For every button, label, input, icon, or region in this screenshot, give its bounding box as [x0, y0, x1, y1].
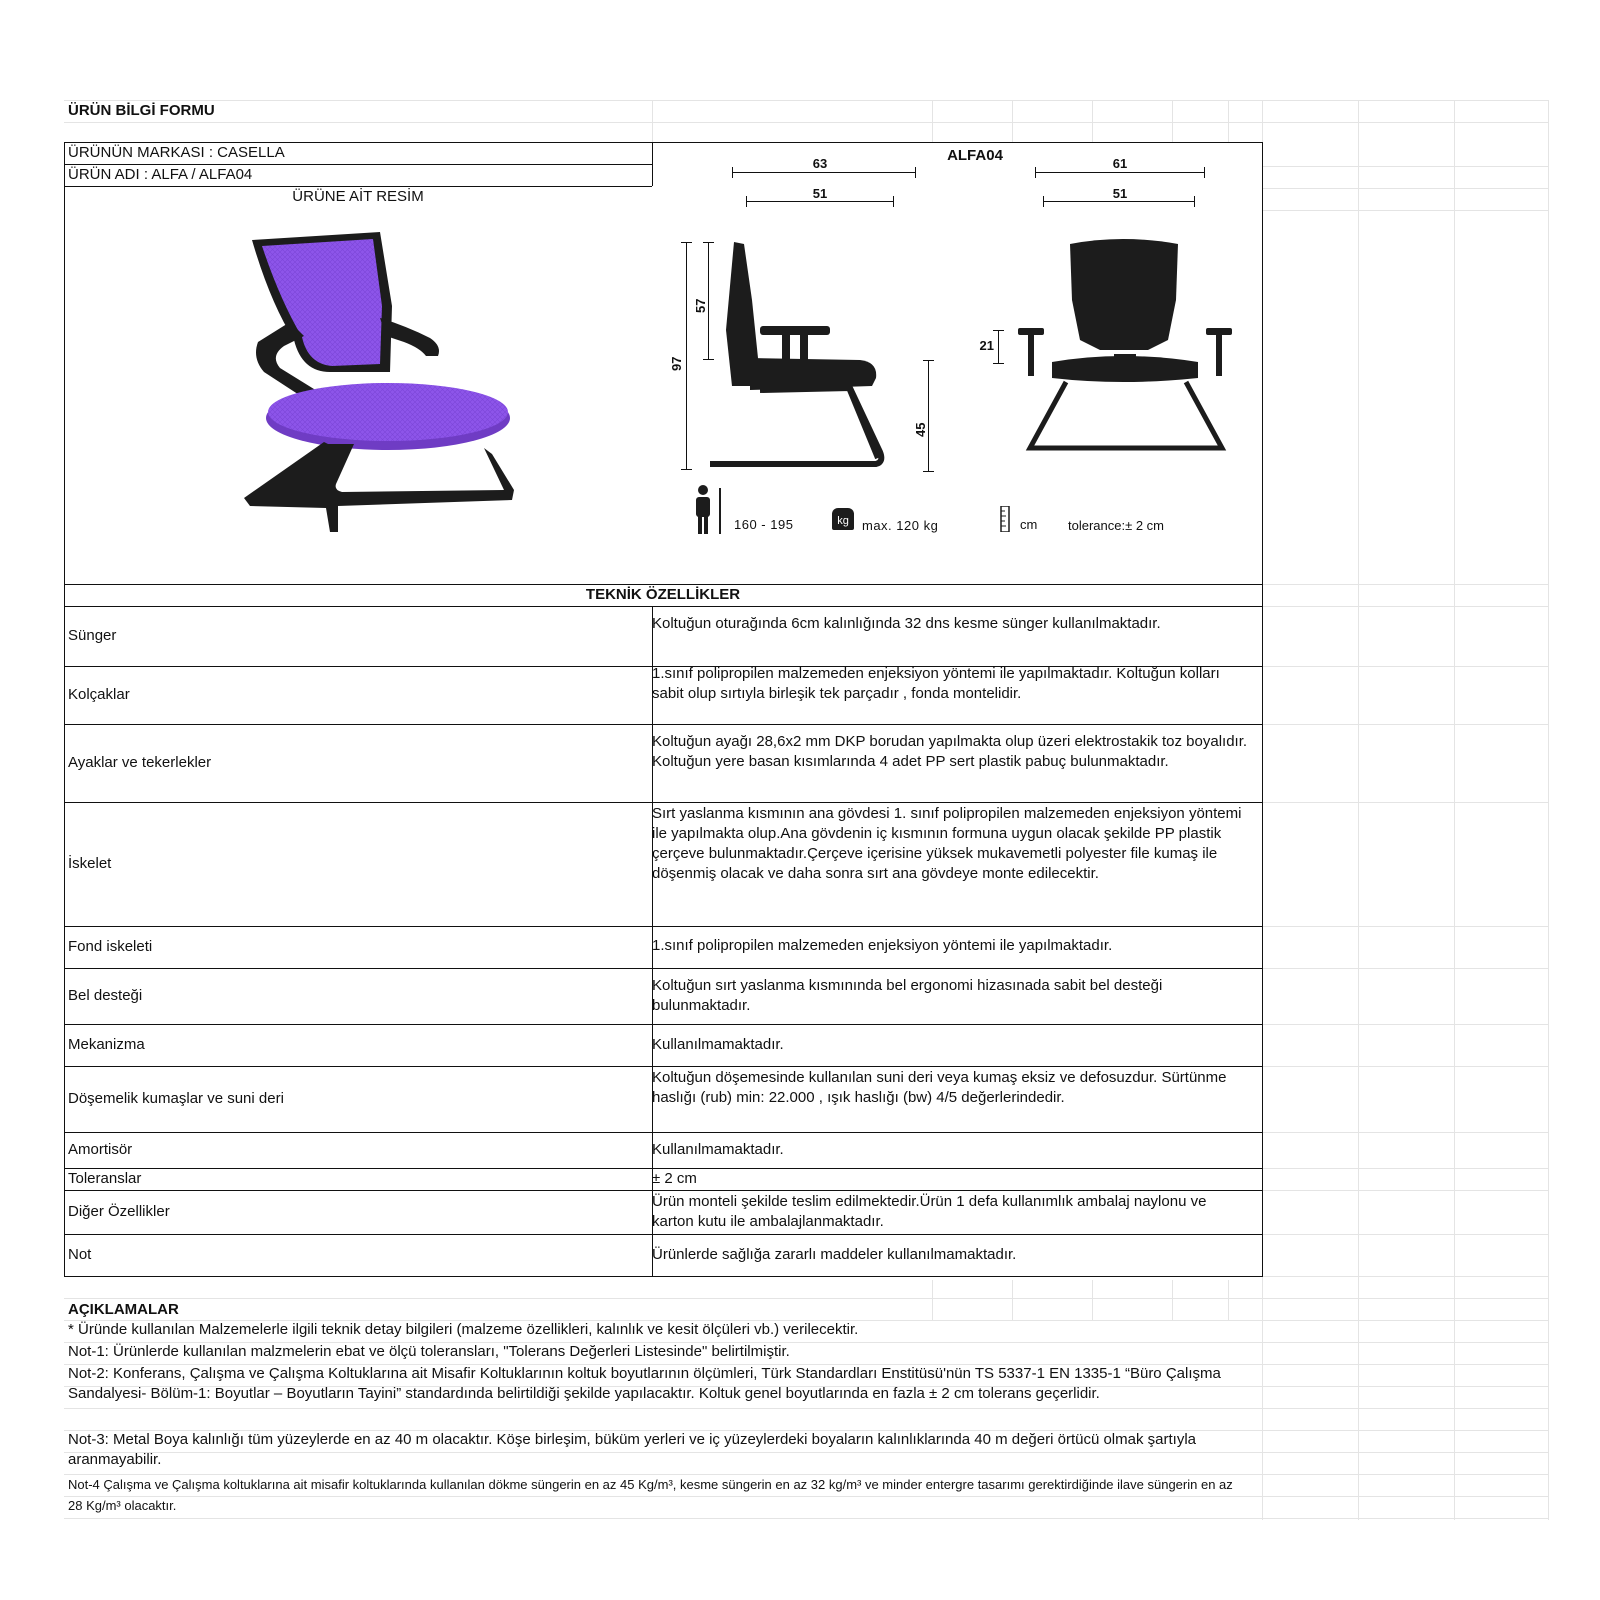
spec-value: 1.sınıf polipropilen malzemeden enjeksiyon yöntemi ile yapılmaktadır. Koltuğun kolları sabit olup sırtıyla birleşik tek parçadır , fonda montelidir. [652, 665, 1220, 702]
spec-label: Fond iskeleti [68, 938, 153, 955]
note-item: Not-3: Metal Boya kalınlığı tüm yüzeylerde en az 40 m olacaktır. Köşe birleşim, büküm yerleri ve iç yüzeylerdeki boyaların kalınlıklarında 40 m değeri örtücü olmak şartıyla aranmayabilir. [68, 1431, 1196, 1468]
side-view-drawing [700, 230, 930, 480]
spec-value: ± 2 cm [652, 1170, 697, 1187]
product-name-line: ÜRÜN ADI : ALFA / ALFA04 [68, 166, 253, 183]
spec-label: Bel desteği [68, 987, 143, 1004]
spec-value: Koltuğun oturağında 6cm kalınlığında 32 dns kesme sünger kullanılmaktadır. [652, 615, 1161, 632]
person-height-icon [693, 484, 739, 536]
dim-back-height: 57 [693, 298, 708, 313]
dim-front-inner-width: 51 [1112, 186, 1128, 201]
dim-side-outer-width: 63 [812, 156, 828, 171]
spec-label: Ayaklar ve tekerlekler [68, 754, 212, 771]
image-caption: ÜRÜNE AİT RESİM [292, 188, 424, 205]
weight-icon: kg [832, 508, 854, 530]
spec-label: Sünger [68, 627, 117, 644]
spec-value: Kullanılmamaktadır. [652, 1036, 784, 1053]
dim-total-height: 97 [669, 356, 684, 371]
spec-value: Sırt yaslanma kısmının ana gövdesi 1. sınıf polipropilen malzemeden enjeksiyon yöntemi ile yapılmakta olup.Ana gövdenin iç kısmının formuna uygun olacak şekilde PP plastik çerçeve bulunmaktadır.Çerçeve içerisine yüksek mukavemetli polyester file kumaş ile döşenmiş olacak ve daha sonra sırt ana gövdeye monte edilecektir. [652, 805, 1242, 882]
dim-front-outer-width: 61 [1112, 156, 1128, 171]
brand-line: ÜRÜNÜN MARKASI : CASELLA [68, 144, 285, 161]
unit-label: cm [1020, 517, 1038, 532]
ruler-icon [1000, 506, 1010, 532]
spec-value: Koltuğun ayağı 28,6x2 mm DKP borudan yapılmakta olup üzeri elektrostakik toz boyalıdır. Koltuğun yere basan kısımlarında 4 adet PP sert plastik pabuç bulunmaktadır. [652, 733, 1248, 770]
spec-value: Kullanılmamaktadır. [652, 1141, 784, 1158]
spec-label: Not [68, 1246, 92, 1263]
spec-label: İskelet [68, 855, 112, 872]
spec-value: Koltuğun döşemesinde kullanılan suni deri veya kumaş eksiz ve defosuzdur. Sürtünme haslığı (rub) min: 22.000 , ışık haslığı (bw) 4/5 değerlerindedir. [652, 1069, 1227, 1106]
spec-label: Diğer Özellikler [68, 1203, 170, 1220]
specs-heading: TEKNİK ÖZELLİKLER [585, 586, 741, 603]
spec-label: Amortisör [68, 1141, 133, 1158]
spec-value: 1.sınıf polipropilen malzemeden enjeksiyon yöntemi ile yapılmaktadır. [652, 937, 1113, 954]
model-code: ALFA04 [947, 147, 1003, 164]
max-load: max. 120 kg [862, 518, 939, 533]
tolerance-legend: tolerance:± 2 cm [1068, 518, 1165, 533]
spec-label: Döşemelik kumaşlar ve suni deri [68, 1090, 284, 1107]
note-item: Not-1: Ürünlerde kullanılan malzmelerin ebat ve ölçü toleransları, "Tolerans Değerleri Listesinde" belirtilmiştir. [68, 1343, 790, 1360]
spec-value: Ürünlerde sağlığa zararlı maddeler kullanılmamaktadır. [652, 1246, 1017, 1263]
dim-arm-height: 21 [979, 338, 994, 353]
user-height-range: 160 - 195 [734, 517, 794, 532]
form-title: ÜRÜN BİLGİ FORMU [68, 102, 215, 119]
note-item: Not-2: Konferans, Çalışma ve Çalışma Koltuklarına ait Misafir Koltuklarının koltuk boyutlarının ölçümleri, Türk Standardları Enstitüsü'nün TS 5337-1 EN 1335-1 “Büro Çalışma Sandalyesi- Bölüm-1: Boyutlar – Boyutların Tayini” standardında belirtildiği şekilde yapılacaktır. Koltuk genel boyutlarında en fazla ± 2 cm tolerans geçerlidir. [68, 1365, 1221, 1402]
dim-side-inner-width: 51 [812, 186, 828, 201]
spec-value: Ürün monteli şekilde teslim edilmektedir.Ürün 1 defa kullanımlık ambalaj naylonu ve karton kutu ile ambalajlanmaktadır. [652, 1193, 1207, 1230]
dim-seat-height: 45 [913, 422, 928, 437]
spec-value: Koltuğun sırt yaslanma kısmınında bel ergonomi hizasınada sabit bel desteği bulunmaktadır. [652, 977, 1163, 1014]
chair-photo [230, 222, 540, 552]
spec-label: Toleranslar [68, 1170, 142, 1187]
front-view-drawing [1010, 230, 1240, 470]
note-item: Not-4 Çalışma ve Çalışma koltuklarına ait misafir koltuklarında kullanılan dökme süngerin en az 45 Kg/m³, kesme süngerin en az 32 kg/m³ ve minder entergre tasarımı gerektirdiğinde ilave süngerin en az 28 Kg/m³ olacaktır. [68, 1477, 1233, 1513]
note-item: * Üründe kullanılan Malzemelerle ilgili teknik detay bilgileri (malzeme özellikleri, kalınlık ve kesit ölçüleri vb.) verilecektir. [68, 1321, 859, 1338]
spec-label: Mekanizma [68, 1036, 145, 1053]
notes-heading: AÇIKLAMALAR [68, 1301, 179, 1318]
spec-label: Kolçaklar [68, 686, 130, 703]
